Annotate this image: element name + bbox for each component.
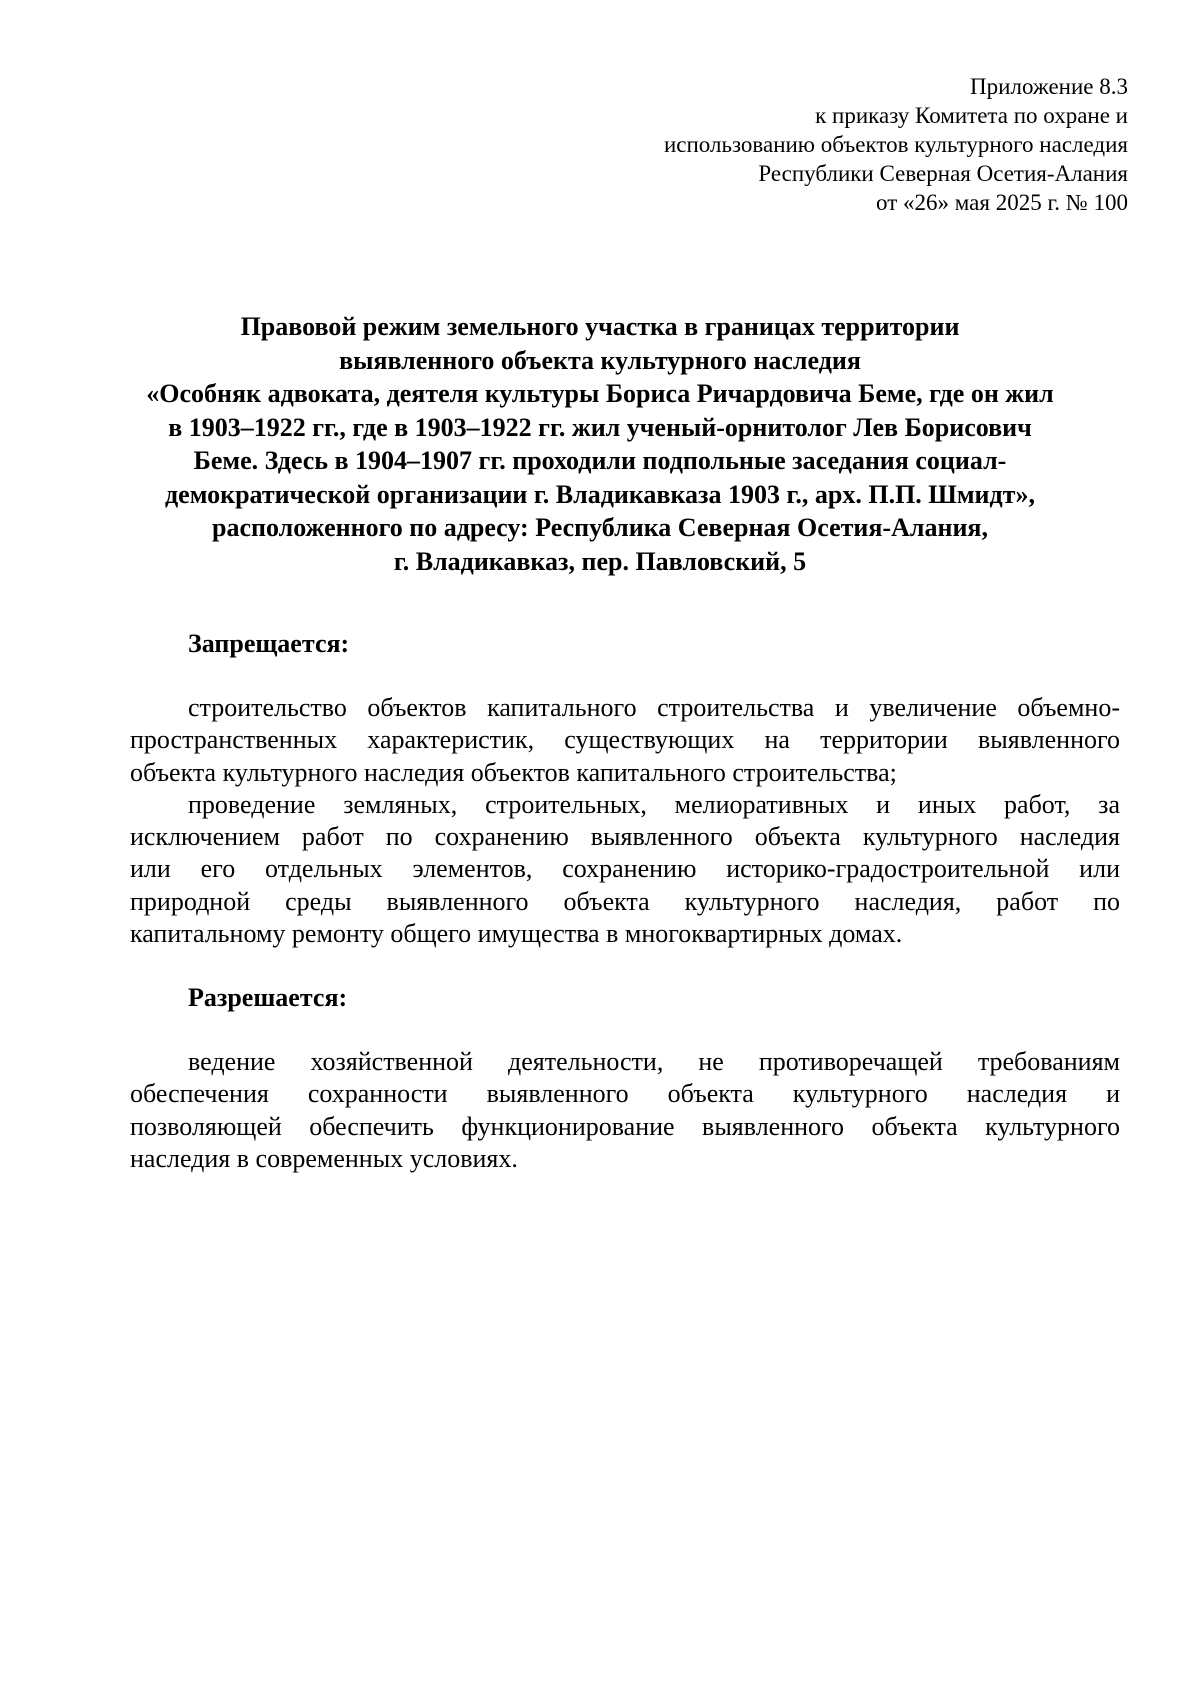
annex-line: к приказу Комитета по охране и <box>815 103 1128 128</box>
annex-header <box>664 72 1128 217</box>
text-line: наследия в современных условиях. <box>130 1143 518 1173</box>
permitted-section <box>130 1046 1120 1175</box>
text-line: обеспечения сохранности выявленного объекта культурного наследия и <box>130 1079 1120 1109</box>
text-line: строительство объектов капитального строительства и увеличение объемно- <box>188 693 1120 722</box>
prohibited-section <box>130 692 1120 950</box>
annex-line: использованию объектов культурного наследия <box>663 132 1128 157</box>
text-line: позволяющей обеспечить функционирование выявленного объекта культурного <box>130 1111 1120 1141</box>
prohibited-heading: Запрещается: <box>188 629 350 658</box>
title-line: г. Владикавказ, пер. Павловский, 5 <box>393 546 807 576</box>
annex-line: Приложение 8.3 <box>970 74 1128 99</box>
permitted-heading: Разрешается: <box>188 983 348 1012</box>
text-line: объекта культурного наследия объектов капитального строительства; <box>130 757 897 787</box>
annex-line: Республики Северная Осетия-Алания <box>758 161 1128 186</box>
title-line: расположенного по адресу: Республика Северная Осетия-Алания, <box>211 513 988 542</box>
title-line: демократической организации г. Владикавказа 1903 г., арх. П.П. Шмидт», <box>165 479 1035 509</box>
text-line: природной среды выявленного объекта культурного наследия, работ по <box>130 886 1120 916</box>
title-line: в 1903–1922 гг., где в 1903–1922 гг. жил ученый-орнитолог Лев Борисович <box>168 412 1032 442</box>
title-line: выявленного объекта культурного наследия <box>339 345 861 375</box>
text-line: ведение хозяйственной деятельности, не противоречащей требованиям <box>188 1047 1120 1076</box>
text-line: капитальному ремонту общего имущества в многоквартирных домах. <box>130 919 903 949</box>
prohibited-paragraph-2 <box>130 789 1120 950</box>
title-line: Беме. Здесь в 1904–1907 гг. проходили подпольные заседания социал- <box>193 446 1007 475</box>
document-title <box>120 310 1080 578</box>
text-line: или его отдельных элементов, сохранению историко-градостроительной или <box>130 854 1120 884</box>
annex-line: от «26» мая 2025 г. № 100 <box>876 190 1128 215</box>
text-line: пространственных характеристик, существующих на территории выявленного <box>130 725 1120 755</box>
title-line: «Особняк адвоката, деятеля культуры Бориса Ричардовича Беме, где он жил <box>146 379 1054 408</box>
text-line: проведение земляных, строительных, мелиоративных и иных работ, за <box>188 789 1120 819</box>
permitted-paragraph-1 <box>130 1046 1120 1175</box>
title-line: Правовой режим земельного участка в границах территории <box>240 312 960 341</box>
prohibited-paragraph-1 <box>130 692 1120 789</box>
text-line: исключением работ по сохранению выявленного объекта культурного наследия <box>130 822 1120 852</box>
